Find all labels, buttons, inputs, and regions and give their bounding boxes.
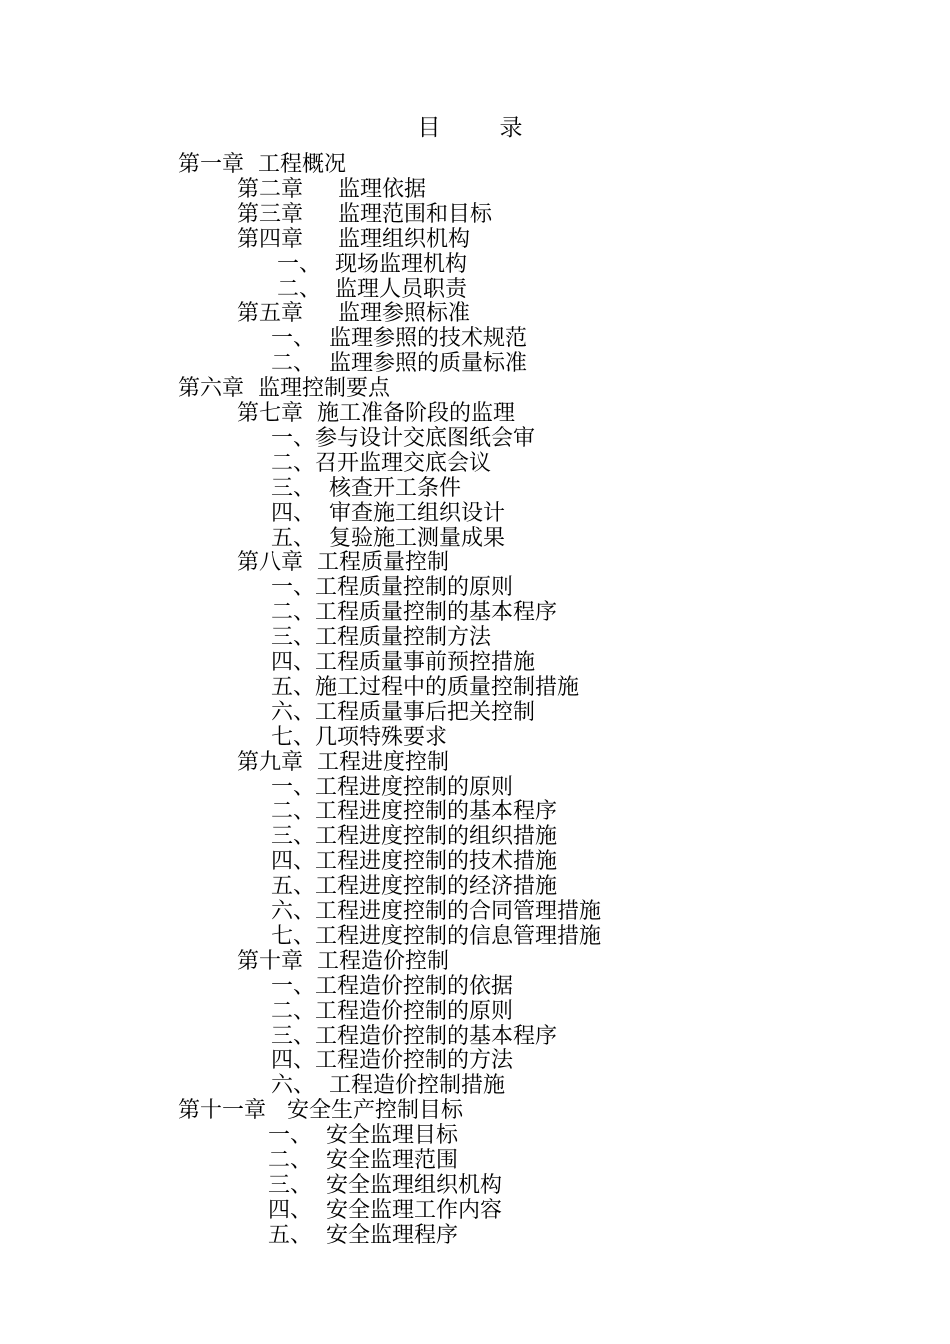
- toc-chapter-entry: 第七章 施工准备阶段的监理: [237, 401, 515, 426]
- toc-section-entry: 三、工程进度控制的组织措施: [271, 824, 558, 850]
- toc-chapter-entry: 第十一章 安全生产控制目标: [178, 1098, 463, 1124]
- toc-section-entry: 四、工程造价控制的方法: [271, 1048, 514, 1074]
- toc-section-entry: 五、工程进度控制的经济措施: [271, 874, 558, 900]
- toc-section-entry: 二、 监理参照的质量标准: [271, 351, 527, 377]
- toc-section-entry: 二、 安全监理范围: [268, 1148, 458, 1173]
- toc-section-entry: 一、工程质量控制的原则: [271, 575, 514, 601]
- toc-section-entry: 三、 核查开工条件: [271, 475, 461, 501]
- toc-section-entry: 一、工程造价控制的依据: [271, 973, 514, 999]
- toc-section-entry: 三、工程造价控制的基本程序: [271, 1023, 558, 1049]
- toc-section-entry: 四、 安全监理工作内容: [268, 1197, 502, 1223]
- toc-section-entry: 七、工程进度控制的信息管理措施: [271, 923, 602, 949]
- toc-section-entry: 一、 现场监理机构: [277, 251, 467, 277]
- toc-chapter-entry: 第一章 工程概况: [178, 152, 346, 177]
- toc-section-entry: 一、 监理参照的技术规范: [271, 326, 527, 352]
- toc-chapter-entry: 第九章 工程进度控制: [237, 749, 449, 775]
- toc-chapter-entry: 第十章 工程造价控制: [237, 948, 449, 974]
- toc-section-entry: 一、工程进度控制的原则: [271, 774, 514, 800]
- toc-section-entry: 六、工程进度控制的合同管理措施: [271, 899, 602, 924]
- toc-section-entry: 五、 安全监理程序: [268, 1222, 458, 1248]
- toc-section-entry: 五、施工过程中的质量控制措施: [271, 674, 580, 700]
- toc-section-entry: 四、工程进度控制的技术措施: [271, 849, 558, 875]
- toc-section-entry: 四、 审查施工组织设计: [271, 500, 505, 526]
- toc-section-entry: 四、工程质量事前预控措施: [271, 650, 536, 675]
- toc-chapter-entry: 第四章 监理组织机构: [237, 226, 470, 252]
- toc-section-entry: 六、 工程造价控制措施: [271, 1073, 505, 1099]
- toc-section-entry: 二、召开监理交底会议: [271, 450, 492, 476]
- toc-chapter-entry: 第六章 监理控制要点: [178, 376, 390, 402]
- toc-section-entry: 二、工程造价控制的原则: [271, 998, 514, 1024]
- toc-section-entry: 一、 安全监理目标: [268, 1123, 458, 1149]
- toc-section-entry: 二、工程质量控制的基本程序: [271, 600, 558, 626]
- toc-section-entry: 五、 复验施工测量成果: [271, 525, 505, 551]
- toc-chapter-entry: 第二章 监理依据: [237, 176, 426, 202]
- toc-section-entry: 一、参与设计交底图纸会审: [271, 425, 536, 451]
- toc-section-entry: 三、工程质量控制方法: [271, 625, 492, 651]
- toc-section-entry: 二、 监理人员职责: [277, 276, 467, 302]
- toc-chapter-entry: 第三章 监理范围和目标: [237, 201, 492, 227]
- toc-section-entry: 七、几项特殊要求: [271, 724, 448, 750]
- toc-chapter-entry: 第五章 监理参照标准: [237, 301, 470, 327]
- toc-section-entry: 二、工程进度控制的基本程序: [271, 799, 558, 825]
- toc-section-entry: 三、 安全监理组织机构: [268, 1172, 502, 1198]
- toc-chapter-entry: 第八章 工程质量控制: [237, 550, 449, 576]
- toc-section-entry: 六、工程质量事后把关控制: [271, 699, 536, 725]
- toc-title: 目 录: [417, 115, 541, 141]
